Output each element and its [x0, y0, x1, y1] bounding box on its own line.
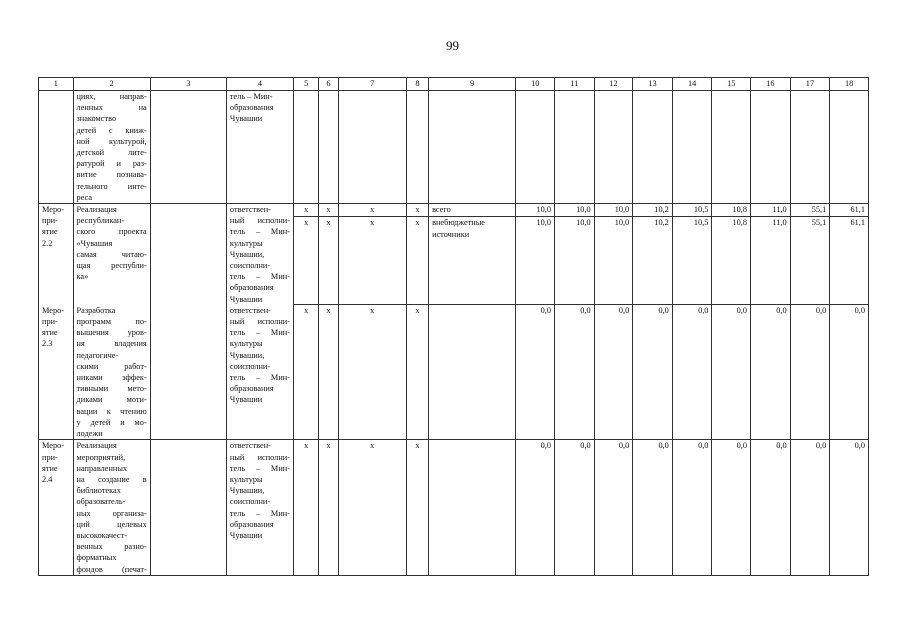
text-line: детей с книж-	[76, 125, 147, 135]
text-line: ятие	[42, 227, 58, 237]
column-number-9: 9	[429, 78, 516, 91]
value-cell: 0,0	[672, 440, 712, 575]
column-number-1: 1	[39, 78, 74, 91]
text-line: скими работ-	[76, 361, 147, 371]
column-number-16: 16	[751, 78, 791, 91]
text-line: витие познава-	[76, 170, 147, 180]
measure-2-2-label	[39, 204, 74, 305]
text-line: образования	[229, 283, 274, 293]
value-cell: 0,0	[712, 305, 751, 440]
column-number-7: 7	[338, 78, 406, 91]
text-line: ответствен-	[229, 305, 271, 315]
text-line: тивными мето-	[76, 384, 147, 394]
cell-col3	[150, 91, 226, 204]
value-cell: 0,0	[633, 440, 673, 575]
text-line: при-	[42, 317, 58, 327]
mark-cell: x	[319, 217, 338, 305]
text-line: ленных на	[76, 103, 147, 113]
text-line: Реализация	[76, 441, 117, 451]
text-line: образователь-	[76, 497, 126, 507]
column-number-4: 4	[226, 78, 293, 91]
text-line: тель – Мин-	[229, 227, 290, 237]
text-line: венных разно-	[76, 542, 147, 552]
text-line: тель – Мин-	[229, 463, 290, 473]
mark-cell: x	[406, 217, 428, 305]
value-cell: 10,0	[555, 217, 595, 305]
text-line: ратурой и раз-	[76, 159, 147, 169]
value-cell: 0,0	[594, 440, 633, 575]
text-line: на создание в	[76, 474, 147, 484]
mark-cell: x	[293, 204, 318, 217]
text-line: соисполни-	[229, 261, 271, 271]
value-cell: 10,2	[633, 217, 673, 305]
column-number-12: 12	[594, 78, 633, 91]
text-line: Чувашии	[229, 530, 263, 540]
column-number-5: 5	[293, 78, 318, 91]
text-line: реса	[76, 192, 93, 202]
value-cell: 10,8	[712, 217, 751, 305]
mark-cell: x	[319, 204, 338, 217]
value-cell: 10,0	[594, 204, 633, 217]
text-line: тель – Мин-	[229, 92, 273, 101]
text-line: самая читаю-	[76, 249, 147, 259]
mark-cell: x	[293, 440, 318, 575]
text-line: направленных	[76, 463, 128, 473]
value-cell: 0,0	[672, 305, 712, 440]
text-line: тельного инте-	[76, 181, 147, 191]
funding-source: всего	[429, 204, 516, 217]
measure-2-4-executor	[226, 440, 293, 575]
text-line: Меро-	[42, 441, 65, 451]
column-number-6: 6	[319, 78, 338, 91]
mark-cell: x	[319, 305, 338, 440]
text-line: фондов (печат-	[76, 564, 147, 574]
column-number-17: 17	[790, 78, 830, 91]
column-number-2: 2	[73, 78, 150, 91]
text-line: культуры	[229, 474, 263, 484]
measure-2-2-row-total	[39, 204, 869, 217]
value-cell: 0,0	[751, 440, 791, 575]
mark-cell: x	[293, 305, 318, 440]
text-line: знакомство	[76, 114, 117, 124]
text-line: 2.3	[42, 339, 53, 349]
cell-col1	[39, 91, 74, 204]
text-line: Меро-	[42, 205, 65, 215]
value-cell: 0,0	[751, 305, 791, 440]
value-cell: 10,0	[516, 204, 555, 217]
text-line: ный исполни-	[229, 452, 290, 462]
value-cell: 10,8	[712, 204, 751, 217]
text-line: ответствен-	[229, 205, 271, 215]
value-cell: 10,0	[516, 217, 555, 305]
value-cell: 11,0	[751, 217, 791, 305]
text-line: образования	[229, 519, 274, 529]
text-line: вышения уров-	[76, 328, 147, 338]
value-cell: 11,0	[751, 204, 791, 217]
value-cell: 0,0	[790, 440, 830, 575]
value-cell: 0,0	[790, 305, 830, 440]
header-row	[39, 78, 869, 91]
text-line: щая республи-	[76, 261, 147, 271]
text-line: культуры	[229, 238, 263, 248]
value-cell: 10,2	[633, 204, 673, 217]
text-line: ского проекта	[76, 227, 147, 237]
mark-cell: x	[406, 204, 428, 217]
text-line: тель – Мин-	[229, 508, 290, 518]
cont-executor	[226, 91, 293, 204]
text-line: у детей и мо-	[76, 417, 147, 427]
value-cell: 10,0	[555, 204, 595, 217]
measure-2-3-label	[39, 305, 74, 440]
text-line: республикан-	[76, 216, 125, 226]
text-line: соисполни-	[229, 497, 271, 507]
text-line: мероприятий,	[76, 452, 126, 462]
value-cell: 10,5	[672, 204, 712, 217]
mark-cell: x	[406, 440, 428, 575]
text-line: форматных	[76, 553, 117, 563]
value-cell: 61,1	[830, 217, 869, 305]
column-number-13: 13	[633, 78, 673, 91]
text-line: детской лите-	[76, 148, 147, 158]
column-number-15: 15	[712, 78, 751, 91]
measure-2-2-name	[73, 204, 150, 305]
text-line: программ по-	[76, 317, 147, 327]
column-number-14: 14	[672, 78, 712, 91]
mark-cell: x	[406, 305, 428, 440]
text-line: Разработка	[76, 305, 116, 315]
text-line: Чувашии	[229, 114, 263, 124]
value-cell: 55,1	[790, 217, 830, 305]
measure-2-4-label	[39, 440, 74, 575]
text-line: лодежи	[76, 429, 103, 439]
value-cell: 0,0	[712, 440, 751, 575]
value-cell: 0,0	[516, 305, 555, 440]
text-line: 2.4	[42, 474, 53, 484]
measure-2-4-name	[73, 440, 150, 575]
value-cell: 0,0	[830, 440, 869, 575]
value-cell: 0,0	[633, 305, 673, 440]
measure-2-3-name	[73, 305, 150, 440]
text-line: ятие	[42, 463, 58, 473]
text-line: тель – Мин-	[229, 373, 290, 383]
text-line: ный исполни-	[229, 317, 290, 327]
text-line: Меро-	[42, 305, 65, 315]
text-line: культуры	[229, 339, 263, 349]
continuation-row	[39, 91, 869, 204]
mark-cell: x	[338, 440, 406, 575]
value-cell: 10,0	[594, 217, 633, 305]
text-line: Чувашии	[229, 294, 263, 304]
mark-cell: x	[338, 217, 406, 305]
text-line: Чувашии,	[229, 350, 265, 360]
text-line: соисполни-	[229, 361, 271, 371]
mark-cell: x	[319, 440, 338, 575]
text-line: никами эффек-	[76, 373, 147, 383]
measure-2-3-executor	[226, 305, 293, 440]
column-number-11: 11	[555, 78, 595, 91]
value-cell: 0,0	[555, 440, 595, 575]
text-line: высококачест-	[76, 530, 128, 540]
funding-source: внебюджетные источники	[429, 217, 516, 305]
text-line: ный исполни-	[229, 216, 290, 226]
value-cell: 0,0	[555, 305, 595, 440]
text-line: ка»	[76, 272, 89, 282]
text-line: ных организа-	[76, 508, 147, 518]
text-line: образования	[229, 103, 274, 113]
text-line: Реализация	[76, 205, 117, 215]
text-line: Чувашии,	[229, 249, 265, 259]
measure-2-4-row	[39, 440, 869, 575]
text-line: 2.2	[42, 238, 53, 248]
text-line: циях, направ-	[76, 92, 147, 101]
text-line: образования	[229, 384, 274, 394]
column-number-8: 8	[406, 78, 428, 91]
text-line: ня владения	[76, 339, 147, 349]
mark-cell: x	[338, 204, 406, 217]
text-line: библиотеках	[76, 486, 121, 496]
text-line: вации к чтению	[76, 406, 147, 416]
text-line: тель – Мин-	[229, 272, 290, 282]
text-line: Чувашии,	[229, 486, 265, 496]
value-cell: 61,1	[830, 204, 869, 217]
value-cell: 0,0	[516, 440, 555, 575]
text-line: ответствен-	[229, 441, 271, 451]
text-line: ятие	[42, 328, 58, 338]
text-line: при-	[42, 216, 58, 226]
measure-2-3-row	[39, 305, 869, 440]
value-cell: 0,0	[830, 305, 869, 440]
value-cell: 0,0	[594, 305, 633, 440]
mark-cell: x	[338, 305, 406, 440]
column-number-18: 18	[830, 78, 869, 91]
text-line: при-	[42, 452, 58, 462]
page-number: 99	[446, 38, 459, 53]
program-table	[38, 77, 869, 576]
text-line: ной культурой,	[76, 136, 147, 146]
mark-cell: x	[293, 217, 318, 305]
text-line: ций целевых	[76, 519, 147, 529]
measure-2-2-executor	[226, 204, 293, 305]
value-cell: 55,1	[790, 204, 830, 217]
text-line: тель – Мин-	[229, 328, 290, 338]
cont-measure-name	[73, 91, 150, 204]
column-number-10: 10	[516, 78, 555, 91]
text-line: Чувашии	[229, 395, 263, 405]
text-line: «Чувашия	[76, 238, 113, 248]
column-number-3: 3	[150, 78, 226, 91]
value-cell: 10,5	[672, 217, 712, 305]
text-line: педагогиче-	[76, 350, 119, 360]
text-line: диками моти-	[76, 395, 147, 405]
